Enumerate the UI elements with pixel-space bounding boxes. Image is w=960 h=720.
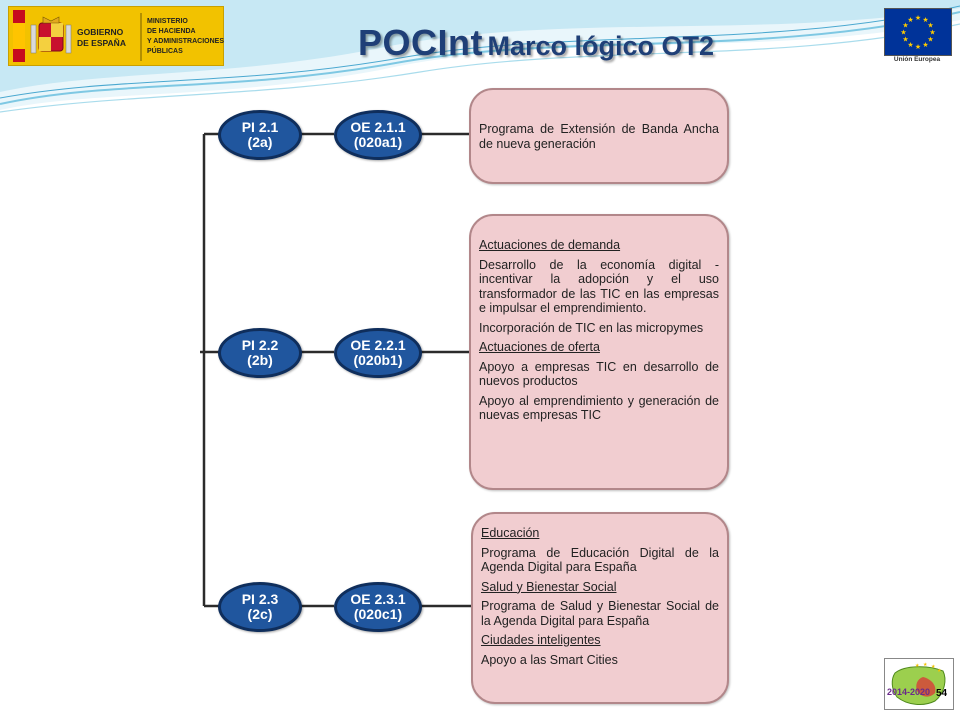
action-item: Incorporación de TIC en las micropymes	[479, 320, 704, 335]
action-box-2-2	[469, 214, 729, 490]
svg-text:★: ★	[902, 21, 909, 30]
svg-text:★: ★	[900, 28, 907, 37]
svg-text:★: ★	[915, 663, 920, 669]
pi-node-code: (2b)	[247, 352, 273, 368]
pi-node-label: PI 2.3	[241, 591, 279, 607]
pi-node-code: (2a)	[247, 134, 273, 150]
svg-text:★: ★	[922, 41, 929, 49]
svg-text:★: ★	[937, 668, 942, 674]
ministry-line4: PÚBLICAS	[147, 48, 183, 55]
action-item: Apoyo a empresas TIC en desarrollo de nuevos productos	[479, 359, 719, 388]
action-item: Apoyo al emprendimiento y generación de nuevas empresas TIC	[479, 393, 719, 422]
svg-text:★: ★	[907, 41, 914, 49]
action-heading: Actuaciones de oferta	[479, 340, 600, 354]
action-item: Programa de Salud y Bienestar Social de la Agenda Digital para España	[481, 599, 719, 628]
svg-text:★: ★	[931, 664, 936, 670]
title-sub: Marco lógico OT2	[487, 31, 714, 61]
pi-node-label: PI 2.1	[241, 119, 279, 135]
action-item: Apoyo a las Smart Cities	[481, 652, 618, 667]
oe-node-label: OE 2.3.1	[350, 591, 406, 607]
svg-text:★: ★	[929, 28, 936, 37]
action-heading: Actuaciones de demanda	[479, 238, 621, 252]
oe-node-2-2-1	[334, 328, 422, 378]
pi-node-2-2	[218, 328, 302, 378]
title-main: POCInt	[358, 22, 483, 63]
ministry-line2: DE HACIENDA	[147, 28, 196, 35]
ministry-line3: Y ADMINISTRACIONES	[147, 38, 225, 45]
svg-text:★: ★	[923, 662, 928, 668]
svg-text:★: ★	[914, 43, 922, 51]
action-item: Programa de Extensión de Banda Ancha de nueva generación	[479, 122, 719, 151]
action-box-2-3	[471, 512, 729, 704]
iberia-map-icon	[885, 659, 953, 709]
svg-text:★: ★	[927, 35, 934, 44]
period-2014-2020-logo	[884, 658, 954, 710]
oe-node-label: OE 2.1.1	[350, 119, 406, 135]
svg-text:★: ★	[907, 16, 914, 24]
svg-text:★: ★	[902, 35, 909, 44]
action-item: Desarrollo de la economía digital - incentivar la adopción y el uso transformador de las TIC en las empresas e impulsar el emprendimiento.	[479, 257, 719, 315]
pi-node-2-1	[218, 110, 302, 160]
ministry-line1: MINISTERIO	[147, 18, 188, 25]
action-heading: Salud y Bienestar Social	[481, 579, 617, 594]
pi-node-code: (2c)	[247, 606, 273, 622]
oe-node-code: (020a1)	[353, 134, 403, 150]
page-number: 54	[936, 688, 948, 699]
svg-text:★: ★	[914, 14, 922, 22]
action-item: Programa de Educación Digital de la Agenda Digital para España	[481, 545, 719, 574]
period-label: 2014-2020	[887, 687, 931, 697]
action-heading: Educación	[481, 526, 540, 540]
svg-text:★: ★	[927, 21, 934, 30]
oe-node-2-3-1	[334, 582, 422, 632]
gov-name-line1: GOBIERNO	[77, 27, 124, 37]
oe-node-2-1-1	[334, 110, 422, 160]
oe-node-label: OE 2.2.1	[350, 337, 406, 353]
oe-node-code: (020b1)	[353, 352, 403, 368]
action-box-2-1	[469, 88, 729, 184]
action-heading: Ciudades inteligentes	[481, 633, 601, 647]
pi-node-label: PI 2.2	[241, 337, 279, 353]
svg-text:★: ★	[922, 16, 929, 24]
oe-node-code: (020c1)	[353, 606, 403, 622]
eu-label: Unión Europea	[893, 56, 941, 63]
pi-node-2-3	[218, 582, 302, 632]
gov-name-line2: DE ESPAÑA	[77, 38, 126, 48]
